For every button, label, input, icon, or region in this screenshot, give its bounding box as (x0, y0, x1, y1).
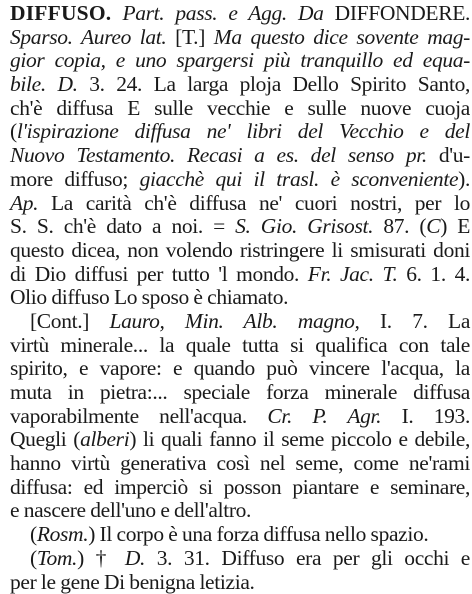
entry-line (10, 310, 470, 334)
entry-line (10, 405, 470, 429)
entry-line (10, 97, 470, 121)
entry-line (10, 73, 470, 97)
entry-line (10, 144, 470, 168)
entry-line (10, 215, 470, 239)
body-text: 6. 1. 4. (398, 262, 470, 286)
entry-line (10, 263, 470, 287)
entry-line (10, 547, 470, 571)
italic-text: bile. D. (10, 72, 78, 96)
body-text: per le gene Di benigna letizia. (10, 570, 255, 594)
italic-text: Part. pass. e Agg. Da (122, 1, 323, 25)
body-text: virtù minerale... la quale tutta si qualifica con tale (10, 333, 470, 357)
entry-line (10, 334, 470, 358)
entry-line (10, 286, 470, 310)
body-text: vaporabilmente nell'acqua. (10, 404, 267, 428)
italic-text: Ap. (10, 191, 38, 215)
body-text: e nascere dell'uno e dell'altro. (10, 498, 251, 522)
body-text: 3. 31. Diffuso era per gli occhi e (145, 546, 470, 570)
body-text: d'u- (427, 143, 470, 167)
italic-text: Ma questo dice sovente mag- (214, 25, 470, 49)
italic-text: C (426, 214, 440, 238)
body-text: 3. 24. La larga ploja Dello Spirito Santo, (78, 72, 470, 96)
italic-text: alberi (80, 427, 129, 451)
body-text (111, 1, 122, 25)
entry-line (10, 239, 470, 263)
entry-line (10, 357, 470, 381)
entry-line (10, 168, 470, 192)
body-text: spirito, e vapore: e quando può vincere l'acqua, la (10, 356, 470, 380)
body-text: ( (30, 522, 37, 546)
italic-text: D. (125, 546, 145, 570)
body-text: di Dio diffusi per tutto 'l mondo. (10, 262, 308, 286)
italic-text: Tom. (37, 546, 77, 570)
body-text: ) Il corpo è una forza diffusa nello spazio. (88, 522, 428, 546)
italic-text: Lauro, Min. Alb. magno, (109, 309, 359, 333)
body-text: [Cont.] (30, 309, 109, 333)
italic-text: S. Gio. Grisost. (235, 214, 373, 238)
body-text: ) † (77, 546, 125, 570)
body-text: Olio diffuso Lo sposo è chiamato. (10, 285, 288, 309)
italic-text: Cr. P. Agr. (267, 404, 381, 428)
italic-text: Nuovo Testamento. Recasi a es. del senso pr. (10, 143, 427, 167)
body-text: Quegli ( (10, 427, 80, 451)
entry-line (10, 26, 470, 50)
entry-line-headword (10, 2, 470, 26)
body-text: ). (458, 167, 470, 191)
entry-line (10, 120, 470, 144)
body-text: ) E (440, 214, 470, 238)
body-text: questo dicea, non volendo ristringere li smisurati doni (10, 238, 470, 262)
entry-line (10, 452, 470, 476)
headword: DIFFUSO. (10, 1, 111, 25)
body-text: [T.] (166, 25, 213, 49)
entry-line (10, 571, 470, 594)
body-text: hanno virtù generativa così nel seme, come ne'rami (10, 451, 470, 475)
italic-text: Rosm. (37, 522, 88, 546)
body-text: DIFFONDERE. (324, 1, 470, 25)
entry-line (10, 192, 470, 216)
entry-line (10, 428, 470, 452)
body-text: I. 7. La (360, 309, 470, 333)
italic-text: Sparso. Aureo lat. (10, 25, 166, 49)
body-text: more diffuso; (10, 167, 140, 191)
italic-text: l'ispirazione diffusa ne' libri del Vecchio e del (17, 119, 470, 143)
entry-line (10, 476, 470, 500)
italic-text: giacchè qui il trasl. è sconveniente (140, 167, 459, 191)
entry-line (10, 499, 470, 523)
body-text: ch'è diffusa E sulle vecchie e sulle nuove cuoja (10, 96, 470, 120)
body-text: ) li quali fanno il seme piccolo e debile, (129, 427, 470, 451)
dictionary-entry (10, 2, 470, 534)
italic-text: gior copia, e uno spargersi più tranquillo ed equa- (10, 48, 470, 72)
entry-line (10, 381, 470, 405)
entry-line (10, 49, 470, 73)
body-text: muta in pietra:... speciale forza minerale diffusa (10, 380, 470, 404)
body-text: diffusa: ed imperciò si posson piantare e seminare, (10, 475, 470, 499)
body-text: I. 193. (381, 404, 470, 428)
body-text: ( (30, 546, 37, 570)
entry-line (10, 523, 470, 547)
body-text: 87. ( (373, 214, 426, 238)
body-text: La carità ch'è diffusa ne' cuori nostri, per lo (38, 191, 470, 215)
italic-text: Fr. Jac. T. (308, 262, 398, 286)
body-text: S. S. ch'è dato a noi. = (10, 214, 235, 238)
body-text: ( (10, 119, 17, 143)
